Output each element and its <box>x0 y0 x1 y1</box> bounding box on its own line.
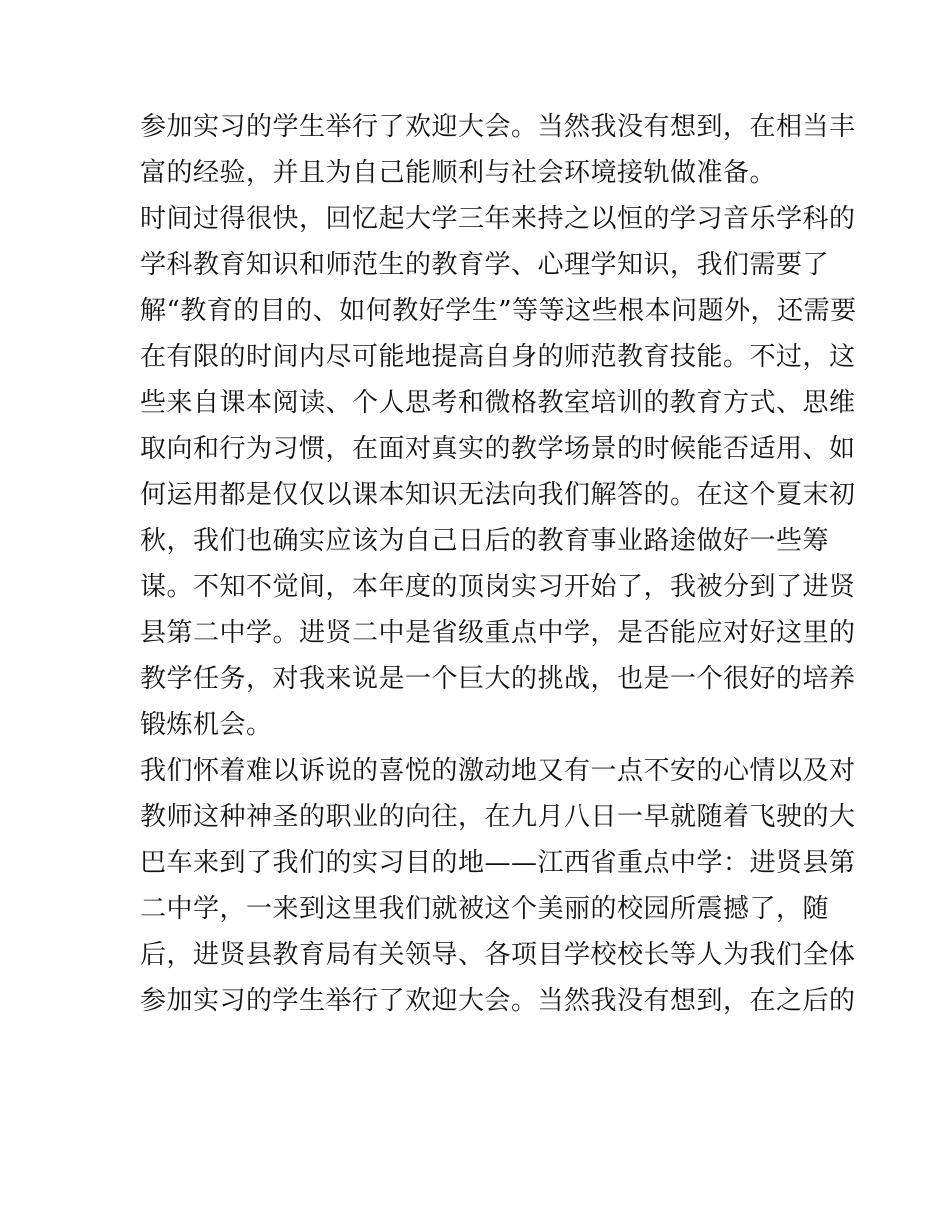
text-line: 参加实习的学生举行了欢迎大会。当然我没有想到，在之后的 <box>140 986 856 1016</box>
text-line: 巴车来到了我们的实习目的地——江西省重点中学：进贤县第 <box>140 848 856 878</box>
text-line: 谋。不知不觉间，本年度的顶岗实习开始了，我被分到了进贤 <box>140 572 856 602</box>
text-line: 参加实习的学生举行了欢迎大会。当然我没有想到，在相当丰 <box>140 112 856 142</box>
text-line: 县第二中学。进贤二中是省级重点中学，是否能应对好这里的 <box>140 618 856 648</box>
text-line: 我们怀着难以诉说的喜悦的激动地又有一点不安的心情以及对 <box>140 756 856 786</box>
text-line: 富的经验，并且为自己能顺利与社会环境接轨做准备。 <box>140 158 777 188</box>
body-text <box>140 104 857 1024</box>
text-line: 秋，我们也确实应该为自己日后的教育事业路途做好一些筹 <box>140 526 830 556</box>
text-line: 时间过得很快，回忆起大学三年来持之以恒的学习音乐学科的 <box>140 204 856 234</box>
text-line: 教学任务，对我来说是一个巨大的挑战，也是一个很好的培养 <box>140 664 856 694</box>
text-line: 取向和行为习惯，在面对真实的教学场景的时候能否适用、如 <box>140 434 856 464</box>
text-line: 二中学，一来到这里我们就被这个美丽的校园所震撼了，随 <box>140 894 830 924</box>
text-line: 学科教育知识和师范生的教育学、心理学知识，我们需要了 <box>140 250 830 280</box>
text-line: 在有限的时间内尽可能地提高自身的师范教育技能。不过，这 <box>140 342 856 372</box>
text-line: 锻炼机会。 <box>140 710 273 740</box>
text-line: 些来自课本阅读、个人思考和微格教室培训的教育方式、思维 <box>140 388 856 418</box>
text-line: 后，进贤县教育局有关领导、各项目学校校长等人为我们全体 <box>140 940 856 970</box>
text-line: 何运用都是仅仅以课本知识无法向我们解答的。在这个夏末初 <box>140 480 856 510</box>
text-line: 教师这种神圣的职业的向往，在九月八日一早就随着飞驶的大 <box>140 802 856 832</box>
text-line: 解“教育的目的、如何教好学生”等等这些根本问题外，还需要 <box>140 296 857 326</box>
